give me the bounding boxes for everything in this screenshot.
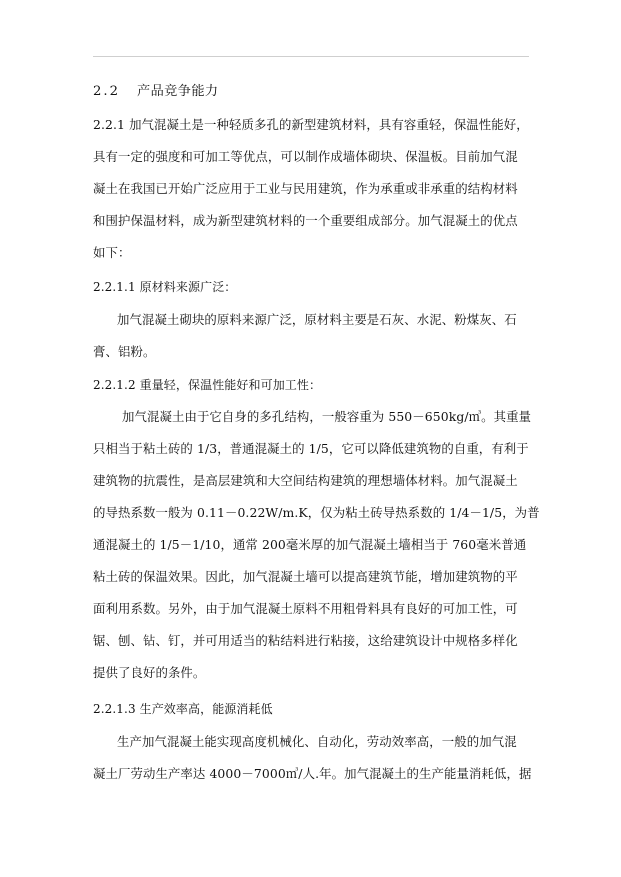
subsection-1-line: 膏、铝粉。 [93, 344, 156, 359]
subsection-1-line: 加气混凝土砌块的原料来源广泛，原材料主要是石灰、水泥、粉煤灰、石 [117, 312, 517, 327]
intro-line: 凝土在我国已开始广泛应用于工业与民用建筑，作为承重或非承重的结构材料 [93, 181, 518, 196]
subsection-2-line: 粘土砖的保温效果。因此，加气混凝土墙可以提高建筑节能，增加建筑物的平 [93, 569, 518, 584]
subsection-2-line: 提供了良好的条件。 [93, 665, 206, 680]
subsection-2-line: 加气混凝土由于它自身的多孔结构，一般容重为 550－650kg/㎥。其重量 [122, 409, 532, 424]
header-rule [93, 56, 529, 57]
subsection-2-line: 建筑物的抗震性，是高层建筑和大空间结构建筑的理想墙体材料。加气混凝土 [93, 473, 518, 488]
subsection-heading-2: 2.2.1.2 重量轻，保温性能好和可加工性： [93, 378, 322, 392]
section-heading [93, 84, 529, 100]
subsection-heading-1: 2.2.1.1 原材料来源广泛： [93, 280, 237, 294]
subsection-2-line: 面利用系数。另外，由于加气混凝土原料不用粗骨料具有良好的可加工性，可 [93, 601, 518, 616]
intro-line: 和围护保温材料，成为新型建筑材料的一个重要组成部分。加气混凝土的优点 [93, 213, 518, 228]
section-number: 2.2 [93, 84, 120, 99]
subsection-2-line: 通混凝土的 1/5－1/10，通常 200毫米厚的加气混凝土墙相当于 760毫米普通 [93, 537, 527, 552]
section-title: 产品竞争能力 [137, 84, 219, 99]
subsection-heading-3: 2.2.1.3 生产效率高，能源消耗低 [93, 702, 273, 716]
subsection-2-line: 只相当于粘土砖的 1/3，普通混凝土的 1/5，它可以降低建筑物的自重，有利于 [93, 441, 529, 456]
intro-line: 2.2.1 加气混凝土是一种轻质多孔的新型建筑材料，具有容重轻，保温性能好， [93, 117, 529, 132]
subsection-2-line: 锯、刨、钻、钉，并可用适当的粘结料进行粘接，这给建筑设计中规格多样化 [93, 633, 518, 648]
intro-line: 具有一定的强度和可加工等优点，可以制作成墙体砌块、保温板。目前加气混 [93, 149, 518, 164]
subsection-2-line: 的导热系数一般为 0.11－0.22W/m.K，仅为粘土砖导热系数的 1/4－1/5，为普 [93, 505, 540, 520]
subsection-3-line: 生产加气混凝土能实现高度机械化、自动化，劳动效率高，一般的加气混 [117, 734, 517, 749]
intro-line: 如下： [93, 245, 131, 260]
subsection-3-line: 凝土厂劳动生产率达 4000－7000㎥/人.年。加气混凝土的生产能量消耗低，据 [93, 766, 532, 781]
